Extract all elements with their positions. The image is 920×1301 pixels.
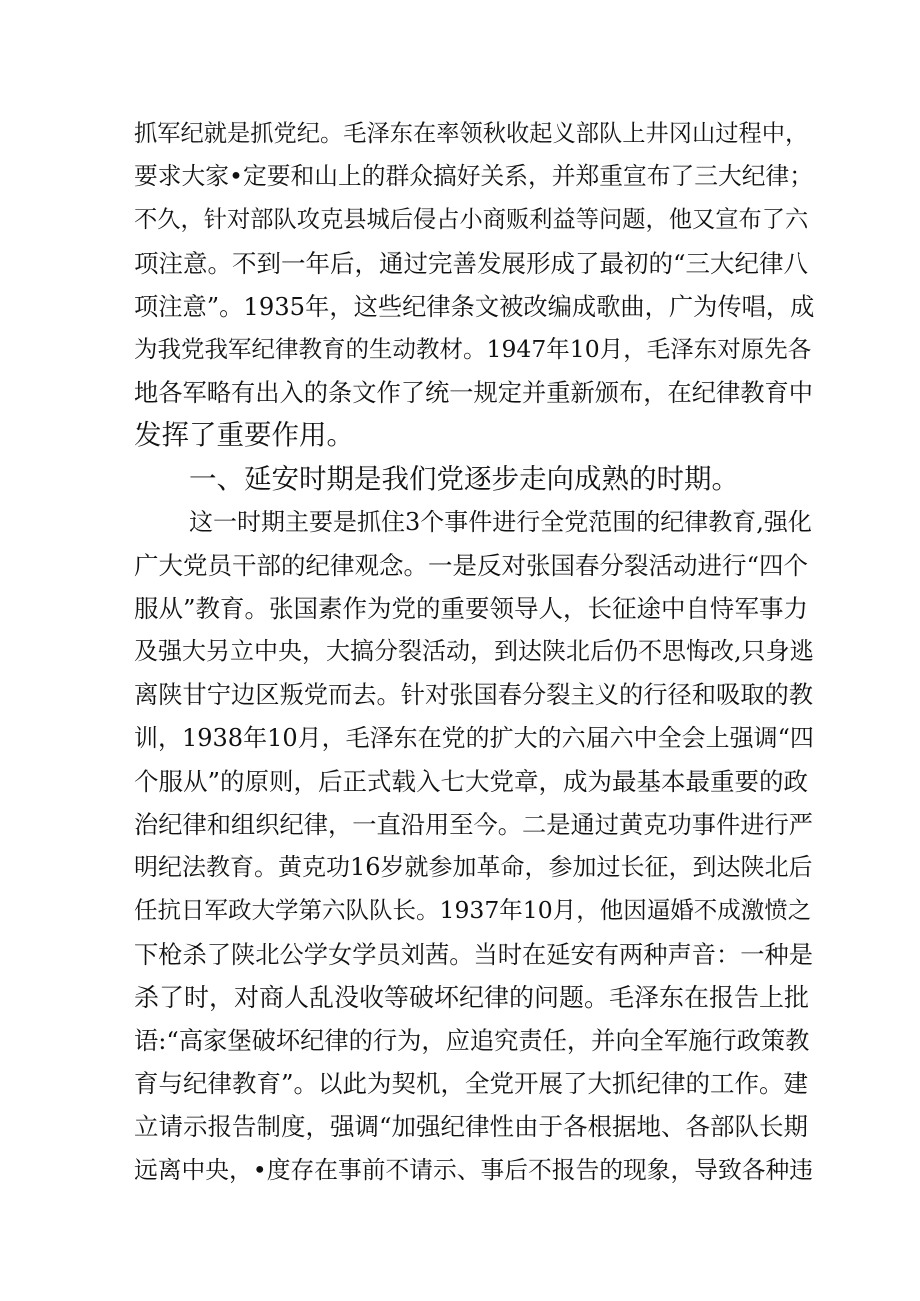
- text-line: 离陕甘宁边区叛党而去。针对张国春分裂主义的行径和吸取的教: [134, 680, 814, 710]
- text-line: 项注意。不到一年后，通过完善发展形成了最初的“三大纪律八: [134, 248, 809, 278]
- text-line: 远离中央，•度存在事前不请示、事后不报告的现象，导致各种违: [134, 1155, 814, 1184]
- text-line: 训，1938年10月，毛泽东在党的扩大的六届六中全会上强调“四: [134, 723, 814, 752]
- text-line: 育与纪律教育”。以此为契机，全党开展了大抓纪律的工作。建: [134, 1069, 809, 1099]
- text-line: 任抗日军政大学第六队队长。1937年10月，他因逼婚不成激愤之: [134, 896, 812, 925]
- text-line: 不久，针对部队攻克县城后侵占小商贩利益等问题，他又宣布了六: [134, 206, 809, 234]
- text-line: 广大党员干部的纪律观念。一是反对张国春分裂活动进行“四个: [134, 550, 809, 580]
- text-line: 语:“高家堡破坏纪律的行为，应追究责任，并向全军施行政策教: [134, 1025, 810, 1055]
- text-line: 要求大家•定要和山上的群众搞好关系，并郑重宣布了三大纪律；: [134, 162, 814, 191]
- text-line: 明纪法教育。黄克功16岁就参加革命，参加过长征，到达陕北后: [134, 853, 813, 882]
- text-line: 下枪杀了陕北公学女学员刘茜。当时在延安有两种声音：一种是: [134, 939, 814, 969]
- text-line: 及强大另立中央，大搞分裂活动，到达陕北后仍不思悔改,只身逃: [134, 637, 814, 666]
- text-line: 为我党我军纪律教育的生动教材。1947年10月，毛泽东对原先各: [134, 334, 812, 363]
- text-line: 发挥了重要作用。: [134, 419, 354, 452]
- text-line: 这一时期主要是抓住3个事件进行全党范围的纪律教育,强化: [189, 507, 812, 536]
- text-line: 服从”教育。张国素作为党的重要领导人，长征途中自恃军事力: [134, 594, 809, 624]
- text-line: 项注意”。1935年，这些纪律条文被改编成歌曲，广为传唱，成: [134, 291, 815, 321]
- text-line: 治纪律和组织纪律，一直沿用至今。二是通过黄克功事件进行严: [134, 810, 814, 839]
- text-line: 个服从”的原则，后正式载入七大党章，成为最基本最重要的政: [134, 766, 809, 796]
- body-text: [134, 112, 814, 1192]
- paragraph-three-events: [134, 501, 814, 1192]
- text-line: 立请示报告制度，强调“加强纪律性由于各根据地、各部队长期: [134, 1112, 809, 1142]
- text-line: 抓军纪就是抓党纪。毛泽东在率领秋收起义部队上井冈山过程中，: [134, 120, 809, 147]
- text-line: 一、延安时期是我们党逐步走向成熟的时期。: [189, 462, 739, 495]
- text-line: 地各军略有出入的条文作了统一规定并重新颁布，在纪律教育中: [134, 378, 814, 408]
- paragraph-military-discipline: [134, 112, 814, 458]
- section-heading-yanan-period: [134, 458, 814, 501]
- text-line: 杀了时，对商人乱没收等破坏纪律的问题。毛泽东在报告上批: [134, 982, 810, 1012]
